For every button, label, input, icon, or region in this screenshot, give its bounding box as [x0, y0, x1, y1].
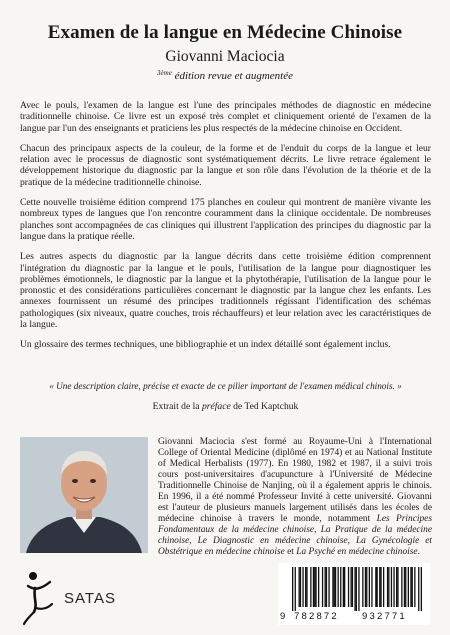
bio-separator: , [347, 536, 356, 546]
barcode-bar [338, 567, 339, 607]
barcode-group-2: 932771 [362, 611, 407, 622]
barcode-bar [306, 567, 307, 607]
bio-separator: , [314, 525, 321, 535]
review-quote: « Une description claire, précise et exacte de ce pilier important de l'examen médical chinois. » [49, 381, 402, 391]
barcode-bar [334, 567, 335, 607]
bio-book-title: La Psyché en médecine chinoise [296, 547, 418, 557]
barcode-bar [387, 567, 388, 607]
barcode-bar [388, 567, 389, 607]
barcode-group-1: 782872 [294, 611, 339, 622]
barcode-bar [396, 567, 397, 607]
barcode-bar [325, 567, 326, 607]
bio-separator: , [189, 536, 198, 546]
barcode-bar [405, 567, 406, 607]
barcode-bar [358, 567, 359, 611]
publisher-logo [20, 568, 56, 626]
quote-source-before: Extrait de la [152, 401, 202, 412]
barcode-bar [375, 567, 376, 607]
barcode-bar [352, 567, 353, 607]
barcode-bar [371, 567, 372, 607]
barcode-bar [362, 567, 363, 607]
barcode-bar [310, 567, 311, 607]
barcode-bar [418, 567, 419, 611]
author-name: Giovanni Maciocia [165, 48, 285, 65]
barcode-bar [326, 567, 327, 607]
barcode-bar [383, 567, 384, 607]
barcode-bar [315, 567, 316, 607]
author-portrait-icon [20, 437, 148, 553]
barcode-bar [365, 567, 366, 607]
barcode-bar [305, 567, 306, 607]
quote-source-italic: préface [201, 401, 231, 412]
dancer-figure-icon [20, 568, 56, 626]
bio-book-title: La Gynécologie et Obstétrique en médecine chinoise [158, 536, 432, 557]
barcode-bar [421, 567, 422, 611]
barcode-bar [300, 567, 301, 607]
description-paragraph: Avec le pouls, l'examen de la langue est l'une des principales méthodes de diagnostic en médecine traditionnelle chinoise. Ce livre est un exposé très complet et cliniquement orienté de l'examen de la langue par l'un des enseignants et praticiens les plus respectés de la médecine chinoise en Occident. [20, 100, 431, 134]
barcode-bar [414, 567, 415, 607]
barcode-bar [343, 567, 344, 607]
barcode-bar [356, 567, 357, 611]
quote-source-after: de Ted Kaptchuk [230, 401, 299, 412]
description-paragraph: Les autres aspects du diagnostic par la langue décrits dans cette troisième édition comprennent l'intégration du diagnostic par la langue et le pouls, l'utilisation de la langue pour diagnostiquer les problèmes émotionnels, le diagnostic par la langue et la phytothérapie, l'utilisation de la langue pour le pronostic et des considérations particulières concernant le diagnostic par la langue chez les enfants. Les annexes fournissent un résumé des principes traditionnels régissant l'identification des schémas pathologiques (six niveaux, quatre couches, trois réchauffeurs) et leur relation avec les caractéristiques de la langue. [20, 251, 431, 331]
description-paragraph: Un glossaire des termes techniques, une bibliographie et un index détaillé sont également inclus. [20, 339, 391, 351]
barcode-bar [412, 567, 413, 607]
barcode-bar [366, 567, 367, 607]
barcode-bar [410, 567, 411, 607]
description-paragraph: Chacun des principaux aspects de la couleur, de la forme et de l'enduit du corps de la langue et leur relation avec le processus de diagnostic sont systématiquement décrits. Le livre retrace également le développement historique du diagnostic par la langue et son rôle dans l'évolution de la théorie et de la pratique de la médecine traditionnelle chinoise. [20, 142, 431, 188]
barcode-bars [278, 563, 430, 611]
barcode-bar [314, 567, 315, 607]
bio-book-title: La Pratique de la médecine chinoise [158, 525, 432, 546]
barcode-bar [404, 567, 405, 607]
barcode-bar [332, 567, 333, 607]
barcode-bar [295, 567, 296, 611]
publisher-name: SATAS [64, 590, 116, 607]
barcode-bar [354, 567, 355, 611]
barcode-bar [302, 567, 303, 607]
barcode-bar [299, 567, 300, 607]
barcode-bar [369, 567, 370, 607]
book-title: Examen de la langue en Médecine Chinoise [47, 22, 403, 43]
barcode-bar [313, 567, 314, 607]
barcode-bar [377, 567, 378, 607]
edition-line [0, 69, 450, 82]
description-paragraph: Cette nouvelle troisième édition comprend 175 planches en couleur qui montrent de manière vivante les nombreux types de langues que l'on rencontre couramment dans la clinique occidentale. De nombreuses planches sont accompagnées de cas cliniques qui illustrent l'application des principes du diagnostic par la langue dans la pratique réelle. [20, 197, 431, 242]
barcode-bar [380, 567, 381, 607]
author-biography [158, 437, 432, 558]
author-photo [20, 437, 148, 553]
bio-end: . [417, 547, 420, 557]
barcode-bar [335, 567, 336, 607]
bio-text: Giovanni Maciocia s'est formé au Royaume-Uni à l'International College of Oriental Medicine (diplômé en 1974) et au National Institute of Medical Herbalists (1977). En 1980, 1982 et 1987, il a suivi trois cours post-universitaires d'acupuncture à l'Université de Médecine Traditionnelle Chinoise de Nanjing, où il a également appris le chinois. En 1996, il a été nommé Professeur Invité à cette université. Giovanni est l'auteur de plusieurs manuels largement utilisés dans les écoles de médecine chinoise à travers le monde, notamment [158, 437, 432, 524]
barcode-lead-digit: 9 [280, 611, 286, 622]
barcode-bar [379, 567, 380, 607]
barcode-bar [328, 567, 329, 607]
barcode-bar [322, 567, 323, 607]
bio-book-title: Les Principes Fondamentaux de la médecine chinoise [158, 514, 432, 535]
barcode-bar [344, 567, 345, 607]
bio-book-title: Le Diagnostic en médecine chinoise [197, 536, 348, 546]
barcode-bar [292, 567, 293, 611]
quote-source [20, 401, 431, 412]
barcode-bar [401, 567, 402, 607]
edition-text: édition revue et augmentée [174, 70, 293, 82]
barcode-bar [397, 567, 398, 607]
barcode-bar [348, 567, 349, 607]
barcode-bar [351, 567, 352, 607]
barcode-bar [340, 567, 341, 607]
barcode-bar [408, 567, 409, 607]
barcode-bar [318, 567, 319, 607]
edition-number: 3ème [157, 69, 172, 77]
bio-separator: et [284, 547, 297, 557]
barcode-bar [391, 567, 392, 607]
barcode-bar [393, 567, 394, 607]
description [20, 100, 431, 360]
